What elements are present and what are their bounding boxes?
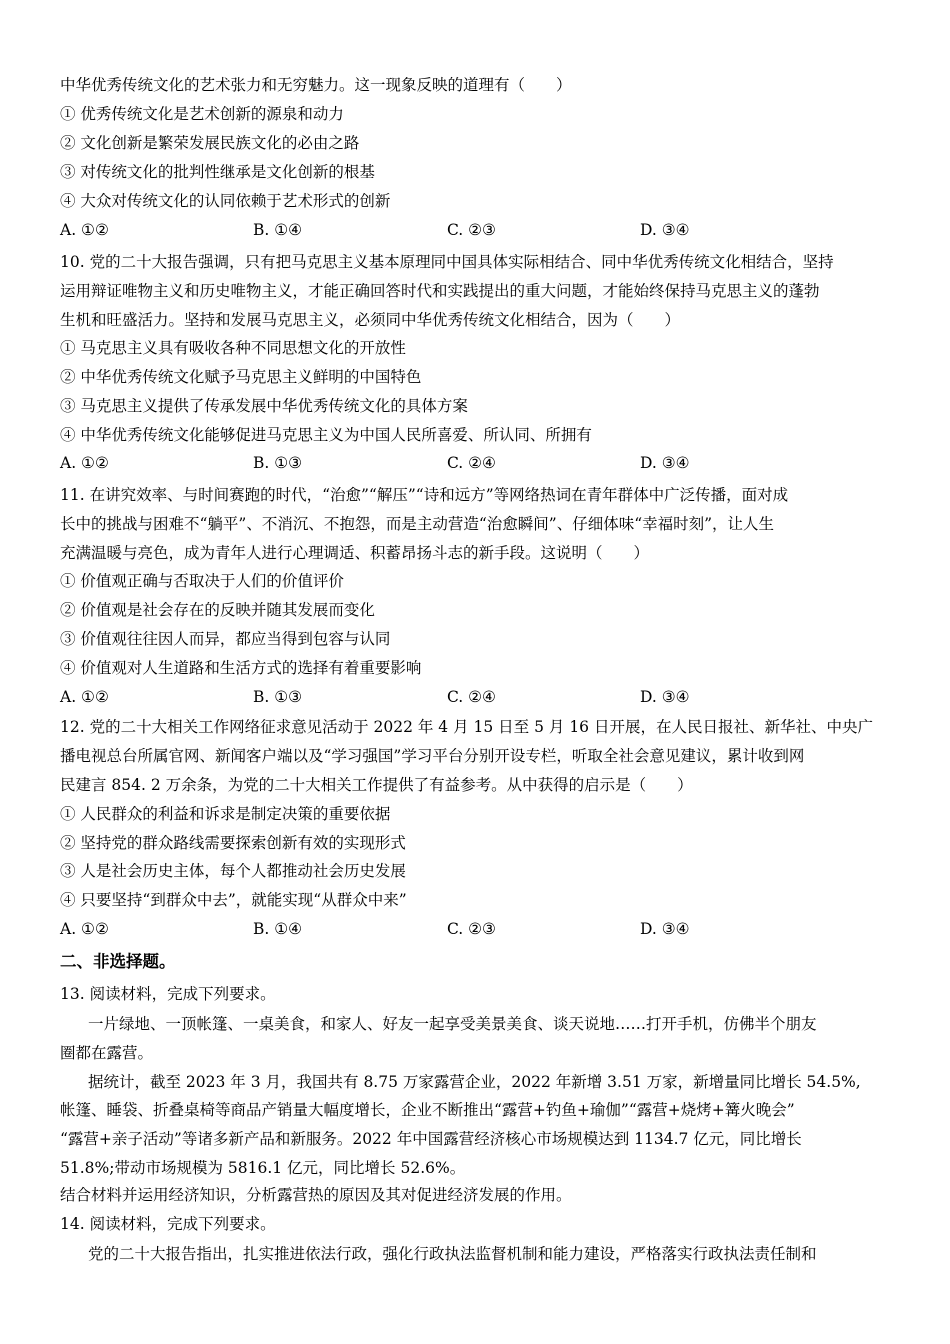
q14-material-line-1: 党的二十大报告指出，扎实推进依法行政，强化行政执法监督机制和能力建设，严格落实行政执法责任制和 [88, 1245, 817, 1263]
q11-stem-line-2: 长中的挑战与困难不“躺平”、不消沉、不抱怨，而是主动营造“治愈瞬间”、仔细体味“幸福时刻”，让人生 [60, 515, 775, 533]
q10-option-c[interactable]: C. ②④ [447, 454, 496, 472]
q14-head: 14. 阅读材料，完成下列要求。 [60, 1215, 276, 1233]
q12-option-d[interactable]: D. ③④ [640, 920, 690, 938]
q10-item-3: ③ 马克思主义提供了传承发展中华优秀传统文化的具体方案 [60, 397, 468, 415]
q11-options [60, 686, 890, 708]
q9-options [60, 219, 890, 241]
q13-material-2-line-4: 51.8%;带动市场规模为 5816.1 亿元，同比增长 52.6%。 [60, 1159, 466, 1177]
q13-material-1-line-1: 一片绿地、一顶帐篷、一桌美食，和家人、好友一起享受美景美食、谈天说地……打开手机，仿佛半个朋友 [88, 1015, 817, 1033]
q10-item-4: ④ 中华优秀传统文化能够促进马克思主义为中国人民所喜爱、所认同、所拥有 [60, 426, 592, 444]
q9-item-2: ② 文化创新是繁荣发展民族文化的必由之路 [60, 134, 360, 152]
section-2-title: 二、非选择题。 [60, 952, 176, 971]
q9-option-a[interactable]: A. ①② [60, 221, 109, 239]
q9-item-4: ④ 大众对传统文化的认同依赖于艺术形式的创新 [60, 192, 391, 210]
q10-item-2: ② 中华优秀传统文化赋予马克思主义鲜明的中国特色 [60, 368, 422, 386]
q11-stem-line-3: 充满温暖与亮色，成为青年人进行心理调适、积蓄昂扬斗志的新手段。这说明（ ） [60, 544, 650, 562]
q12-item-2: ② 坚持党的群众路线需要探索创新有效的实现形式 [60, 834, 406, 852]
q10-option-a[interactable]: A. ①② [60, 454, 109, 472]
q13-task: 结合材料并运用经济知识，分析露营热的原因及其对促进经济发展的作用。 [60, 1186, 572, 1204]
q12-item-4: ④ 只要坚持“到群众中去”，就能实现“从群众中来” [60, 891, 407, 909]
q13-material-2-line-1: 据统计，截至 2023 年 3 月，我国共有 8.75 万家露营企业，2022 年新增 3.51 万家，新增量同比增长 54.5%, [88, 1073, 861, 1091]
q10-item-1: ① 马克思主义具有吸收各种不同思想文化的开放性 [60, 339, 406, 357]
q11-item-1: ① 价值观正确与否取决于人们的价值评价 [60, 572, 344, 590]
q13-material-2-line-2: 帐篷、睡袋、折叠桌椅等商品产销量大幅度增长，企业不断推出“露营+钓鱼+瑜伽”“露营+烧烤+篝火晚会” [60, 1101, 795, 1119]
q10-option-b[interactable]: B. ①③ [253, 454, 303, 472]
q9-option-c[interactable]: C. ②③ [447, 221, 496, 239]
q11-item-3: ③ 价值观往往因人而异，都应当得到包容与认同 [60, 630, 391, 648]
q11-option-d[interactable]: D. ③④ [640, 688, 690, 706]
q13-material-2-line-3: “露营+亲子活动”等诸多新产品和新服务。2022 年中国露营经济核心市场规模达到 1134.7 亿元，同比增长 [60, 1130, 802, 1148]
q11-stem-line-1: 11. 在讲究效率、与时间赛跑的时代，“治愈”“解压”“诗和远方”等网络热词在青年群体中广泛传播，面对成 [60, 486, 789, 504]
q10-stem-line-2: 运用辩证唯物主义和历史唯物主义，才能正确回答时代和实践提出的重大问题，才能始终保持马克思主义的蓬勃 [60, 282, 820, 300]
q12-stem-line-1: 12. 党的二十大相关工作网络征求意见活动于 2022 年 4 月 15 日至 5 月 16 日开展，在人民日报社、新华社、中央广 [60, 718, 873, 736]
q12-option-a[interactable]: A. ①② [60, 920, 109, 938]
q9-option-b[interactable]: B. ①④ [253, 221, 303, 239]
q10-stem-line-3: 生机和旺盛活力。坚持和发展马克思主义，必须同中华优秀传统文化相结合，因为（ ） [60, 311, 681, 329]
q12-option-c[interactable]: C. ②③ [447, 920, 496, 938]
q12-stem-line-3: 民建言 854. 2 万余条，为党的二十大相关工作提供了有益参考。从中获得的启示是（ ） [60, 776, 693, 794]
q10-option-d[interactable]: D. ③④ [640, 454, 690, 472]
q11-item-2: ② 价值观是社会存在的反映并随其发展而变化 [60, 601, 375, 619]
q12-item-1: ① 人民群众的利益和诉求是制定决策的重要依据 [60, 805, 391, 823]
q13-material-1-line-2: 圈都在露营。 [60, 1044, 154, 1062]
q12-stem-line-2: 播电视总台所属官网、新闻客户端以及“学习强国”学习平台分别开设专栏，听取全社会意见建议，累计收到网 [60, 747, 805, 765]
q11-option-c[interactable]: C. ②④ [447, 688, 496, 706]
q12-item-3: ③ 人是社会历史主体，每个人都推动社会历史发展 [60, 862, 406, 880]
q10-options [60, 452, 890, 474]
q9-option-d[interactable]: D. ③④ [640, 221, 690, 239]
q9-item-1: ① 优秀传统文化是艺术创新的源泉和动力 [60, 105, 344, 123]
q11-option-b[interactable]: B. ①③ [253, 688, 303, 706]
q12-option-b[interactable]: B. ①④ [253, 920, 303, 938]
q13-head: 13. 阅读材料，完成下列要求。 [60, 985, 276, 1003]
q9-stem: 中华优秀传统文化的艺术张力和无穷魅力。这一现象反映的道理有（ ） [60, 76, 572, 94]
q9-item-3: ③ 对传统文化的批判性继承是文化创新的根基 [60, 163, 375, 181]
q12-options [60, 918, 890, 940]
q11-item-4: ④ 价值观对人生道路和生活方式的选择有着重要影响 [60, 659, 422, 677]
q10-stem-line-1: 10. 党的二十大报告强调，只有把马克思主义基本原理同中国具体实际相结合、同中华优秀传统文化相结合，坚持 [60, 253, 834, 271]
q11-option-a[interactable]: A. ①② [60, 688, 109, 706]
